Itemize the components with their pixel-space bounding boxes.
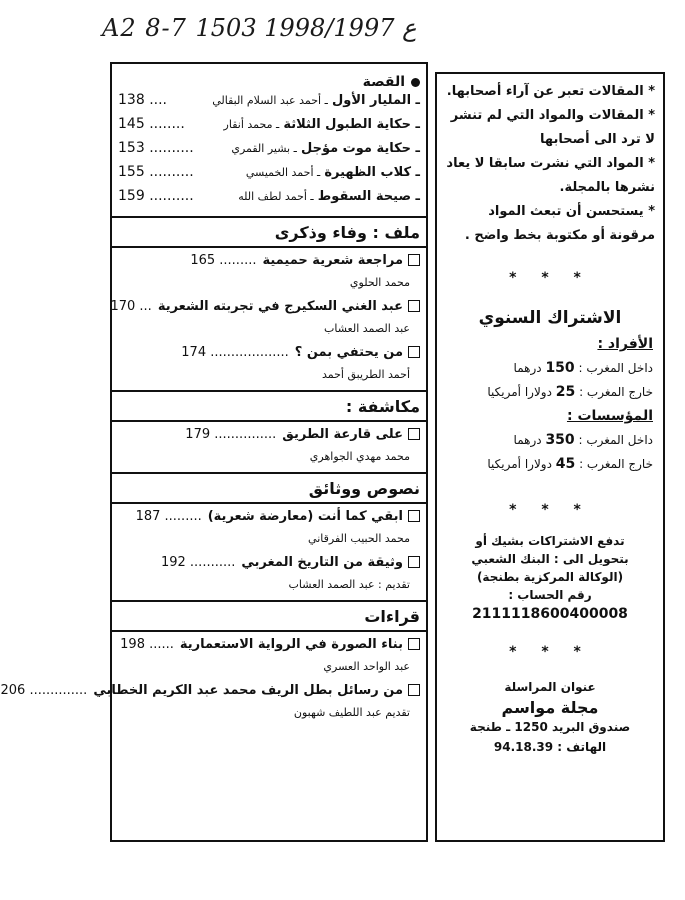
payment-info: تدفع الاشتراكات بشيك أو بتحويل الى : البنك الشعبي (الوكالة المركزية بطنجة) رقم الحساب : <box>471 534 629 602</box>
contents-entry <box>112 632 426 678</box>
story-author: ـ بشير القمري <box>231 142 297 155</box>
entry-author: عبد الواحد العسري <box>323 660 410 673</box>
leader-dots: ........ <box>149 116 185 132</box>
institutions-outside: خارج المغرب : 45 دولارا أمريكيا <box>487 456 653 472</box>
institutions-inside: داخل المغرب : 350 درهما <box>513 432 653 448</box>
leader-dots: ......... <box>219 252 257 268</box>
story-title: ـ حكاية الطبول الثلاثة <box>283 117 420 132</box>
bullet-icon <box>411 78 420 87</box>
story-title: ـ حكاية موت مؤجل <box>300 141 420 156</box>
page-number: 174 <box>181 344 207 360</box>
note: * المقالات والمواد التي لم تنشر لا ترد الى أصحابها <box>450 108 655 147</box>
contents-entry <box>112 248 426 294</box>
leader-dots: ... <box>139 298 152 314</box>
leader-dots: .......... <box>149 188 194 204</box>
handwritten-note: A2 8-7 ع 1998/1997 1503 <box>102 14 417 42</box>
notes <box>437 74 663 248</box>
leader-dots: .......... <box>149 164 194 180</box>
entry-author: محمد الحلوي <box>349 276 410 289</box>
leader-dots: ......... <box>164 508 202 524</box>
page-number: 187 <box>135 508 161 524</box>
story-title: ـ كلاب الظهيرة <box>324 165 420 180</box>
entry-title: ابقي كما أنت (معارضة شعرية) <box>207 508 403 524</box>
po-box: صندوق البريد 1250 ـ طنجة <box>469 720 631 734</box>
stars-divider: * * * <box>509 502 591 518</box>
entry-author: تقديم : عبد الصمد العشاب <box>288 578 410 591</box>
stars-divider: * * * <box>509 644 591 660</box>
leader-dots: ........... <box>189 554 236 570</box>
entry-title: من يحتفي بمن ؟ <box>294 344 403 360</box>
section-title: ملف : وفاء وذكرى <box>112 216 426 248</box>
entry-title: وثيقة من التاريخ المغربي <box>241 554 403 570</box>
leader-dots: .......... <box>149 140 194 156</box>
leader-dots: .... <box>149 92 167 108</box>
magazine-name: مجلة مواسم <box>501 698 599 717</box>
note: * المقالات تعبر عن آراء أصحابها. <box>446 84 655 99</box>
page-number: 198 <box>120 636 145 652</box>
checkbox-icon <box>408 556 420 568</box>
entry-author: محمد الحبيب الفرقاني <box>308 532 410 545</box>
contents-entry <box>0 678 426 724</box>
contents-box <box>0 62 428 842</box>
section-title: مكاشفة : <box>112 390 426 422</box>
sections-list <box>0 216 426 724</box>
story-author: ـ أحمد لطف الله <box>238 190 314 203</box>
section-title: نصوص ووثائق <box>112 472 426 504</box>
checkbox-icon <box>408 638 420 650</box>
entry-author: تقديم عبد اللطيف شهبون <box>293 706 410 719</box>
checkbox-icon <box>408 510 420 522</box>
story-author: ـ محمد أنقار <box>223 118 280 131</box>
stars-divider: * * * <box>509 270 591 286</box>
individuals-label: الأفراد : <box>597 336 653 352</box>
account-number: 2111118600400008 <box>472 606 628 622</box>
leader-dots: .............. <box>29 682 88 698</box>
story-item <box>112 164 426 188</box>
story-title: ـ صيحة السقوط <box>317 189 420 204</box>
entry-title: من رسائل بطل الريف محمد عبد الكريم الخطابي <box>93 682 403 698</box>
page-number: 170 <box>110 298 136 314</box>
entry-title: على قارعة الطريق <box>282 426 403 442</box>
phone: الهاتف : 94.18.39 <box>493 740 607 754</box>
individuals-inside: داخل المغرب : 150 درهما <box>513 360 653 376</box>
entry-author: أحمد الطريبق أحمد <box>321 368 410 381</box>
note: * المواد التي نشرت سابقا لا يعاد نشرها بالمجلة. <box>446 156 655 195</box>
entry-author: محمد مهدي الجواهري <box>309 450 410 463</box>
story-item <box>112 188 426 212</box>
checkbox-icon <box>408 300 420 312</box>
leader-dots: ............... <box>214 426 277 442</box>
stories-list <box>112 92 426 212</box>
contents-entry <box>112 550 426 596</box>
leader-dots: ...... <box>149 636 174 652</box>
section-title: قراءات <box>112 600 426 632</box>
contents-entry <box>112 422 426 468</box>
checkbox-icon <box>408 428 420 440</box>
story-item <box>112 92 426 116</box>
checkbox-icon <box>408 346 420 358</box>
story-item <box>112 140 426 164</box>
page-number: 159 <box>118 188 145 204</box>
story-author: ـ أحمد عبد السلام البقالي <box>212 94 328 107</box>
checkbox-icon <box>408 254 420 266</box>
page-number: 165 <box>190 252 216 268</box>
contents-entry <box>112 504 426 550</box>
individuals-outside: خارج المغرب : 25 دولارا أمريكيا <box>487 384 653 400</box>
address-label: عنوان المراسلة <box>504 680 596 694</box>
entry-title: مراجعة شعرية حميمية <box>262 252 403 268</box>
page-number: 138 <box>118 92 145 108</box>
stories-heading: القصة <box>112 72 426 92</box>
entry-author: عبد الصمد العشاب <box>324 322 410 335</box>
sidebar-box <box>435 72 665 842</box>
entry-title: بناء الصورة في الرواية الاستعمارية <box>179 636 403 652</box>
page-number: 155 <box>118 164 145 180</box>
story-author: ـ أحمد الخميسي <box>245 166 321 179</box>
subscription-title: الاشتراك السنوي <box>478 308 622 328</box>
contents-entry <box>112 294 426 340</box>
leader-dots: ................... <box>210 344 289 360</box>
page-number: 153 <box>118 140 145 156</box>
institutions-label: المؤسسات : <box>566 408 653 424</box>
contents-entry <box>112 340 426 386</box>
story-title: ـ المليار الأول <box>331 93 420 108</box>
note: * يستحسن أن تبعث المواد مرقونة أو مكتوبة بخط واضح . <box>464 204 655 243</box>
entry-title: عبد الغني السكيرج في تجربته الشعرية <box>157 298 403 314</box>
page-number: 179 <box>185 426 211 442</box>
checkbox-icon <box>408 684 420 696</box>
story-item <box>112 116 426 140</box>
page-number: 206 <box>0 682 26 698</box>
page-number: 145 <box>118 116 145 132</box>
page-number: 192 <box>160 554 186 570</box>
